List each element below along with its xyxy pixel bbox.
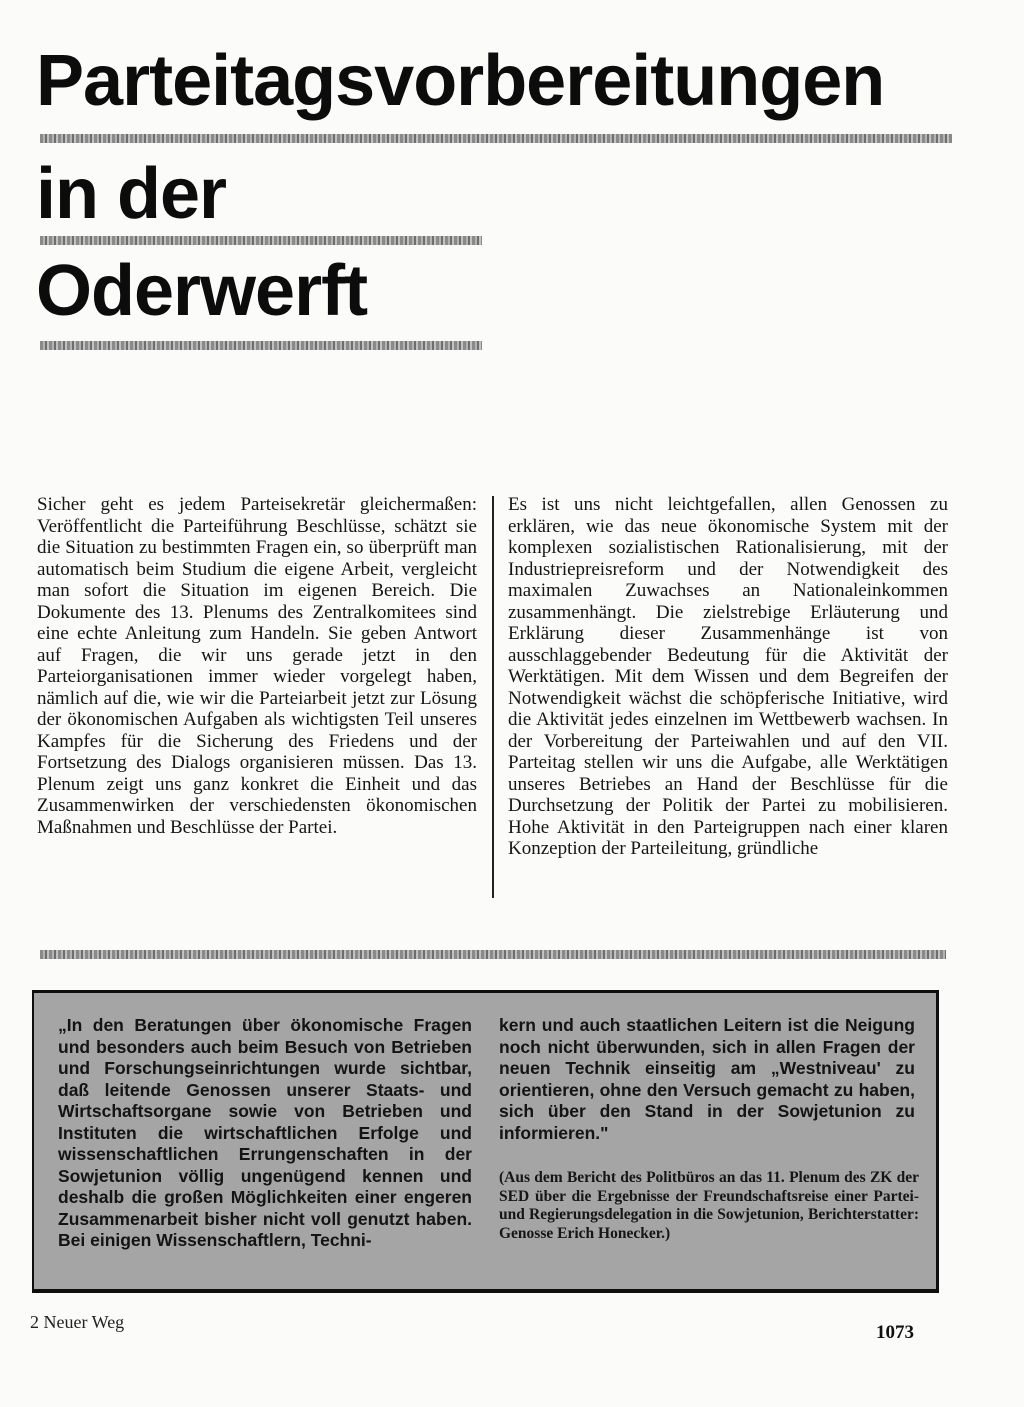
title-rule-2 <box>40 236 482 245</box>
title-rule-1 <box>40 134 952 143</box>
quote-source: (Aus dem Bericht des Politbüros an das 11. Plenum des ZK der SED über die Ergebnisse der Freundschaftsreise einer Partei- und Regierungsdelegation in die Sowjetunion, Berichterstatter: Genosse Erich Honecker.) <box>499 1169 919 1242</box>
title-line-2: in der <box>36 154 227 234</box>
quote-box <box>32 990 939 1293</box>
footer-publication: 2 Neuer Weg <box>30 1312 125 1332</box>
page-number: 1073 <box>876 1322 914 1343</box>
title-line-1: Parteitagsvorbereitungen <box>36 41 885 121</box>
quote-column-left: „In den Beratungen über ökonomische Fragen und besonders auch beim Besuch von Betrieben und Forschungseinrichtungen wurde sichtbar, daß leitende Genossen unserer Staats- und Wirtschaftsorgane sowie von Betrieben und Instituten die wirtschaftlichen Erfolge und wissenschaftlichen Errungenschaften in der Sowjetunion völlig ungenügend kennen und deshalb die großen Möglichkeiten einer engeren Zusammenarbeit bisher nicht voll genutzt haben. Bei einigen Wissenschaftlern, Techni- <box>58 1015 472 1250</box>
body-column-left: Sicher geht es jedem Parteisekretär gleichermaßen: Veröffentlicht die Parteiführung Beschlüsse, schätzt sie die Situation zu bestimmten Fragen ein, so überprüft man automatisch beim Studium die eigene Arbeit, vergleicht man sofort die Situation im eigenen Bereich. Die Dokumente des 13. Plenums des Zentralkomitees sind eine echte Anleitung zum Handeln. Sie geben Antwort auf Fragen, die wir uns gerade jetzt in den Parteiorganisationen immer wieder vorgelegt haben, nämlich auf die, wie wir die Parteiarbeit jetzt zur Lösung der ökonomischen Aufgaben als wichtigsten Teil unseres Kampfes für die Sicherung des Friedens und der Fortsetzung des Dialogs organisieren müssen. Das 13. Plenum zeigt uns ganz konkret die Einheit und das Zusammenwirken der verschiedensten ökonomischen Maßnahmen und Beschlüsse der Partei. <box>37 494 477 838</box>
column-divider <box>492 496 494 898</box>
title-rule-3 <box>40 341 482 350</box>
quote-top-rule <box>40 950 946 959</box>
body-column-right: Es ist uns nicht leichtgefallen, allen Genossen zu erklären, wie das neue ökonomische System mit der komplexen sozialistischen Rationalisierung, mit der Industriepreisreform und der Notwendigkeit des maximalen Zuwachses an Nationaleinkommen zusammenhängt. Die zielstrebige Erläuterung und Erklärung dieser Zusammenhänge ist von ausschlaggebender Bedeutung für die Aktivität der Werktätigen. Mit dem Wissen und dem Begreifen der Notwendigkeit wächst die schöpferische Initiative, wird die Aktivität jedes einzelnen im Wettbewerb wachsen. In der Vorbereitung der Parteiwahlen und auf den VII. Parteitag stellen wir uns die Aufgabe, alle Werktätigen unseres Betriebes an Hand der Beschlüsse für die Durchsetzung der Politik der Partei zu mobilisieren. Hohe Aktivität in den Parteigruppen nach einer klaren Konzeption der Parteileitung, gründliche <box>508 494 948 859</box>
quote-column-right: kern und auch staatlichen Leitern ist die Neigung noch nicht überwunden, sich in allen Fragen der neuen Technik einseitig am „Westniveau' zu orientieren, ohne den Versuch gemacht zu haben, sich über den Stand in der Sowjetunion zu informieren." <box>499 1015 915 1143</box>
title-line-3: Oderwerft <box>36 251 368 331</box>
